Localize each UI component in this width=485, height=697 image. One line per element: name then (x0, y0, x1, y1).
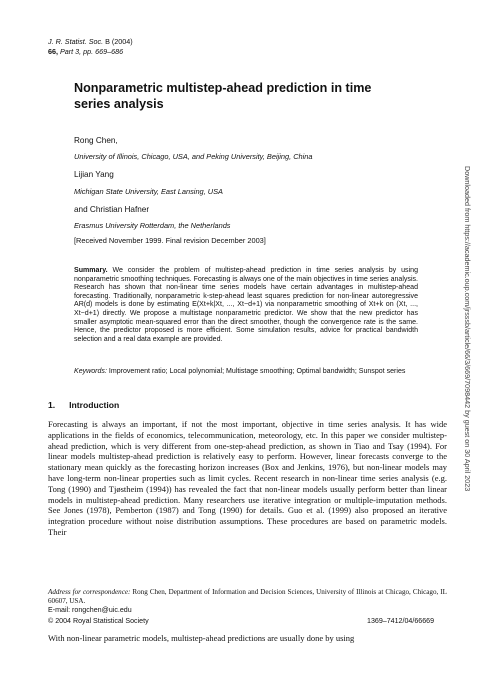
paper-title: Nonparametric multistep-ahead prediction in time series analysis (74, 81, 372, 111)
footnote-email: E-mail: rongchen@uic.edu (48, 606, 132, 614)
footnote-text: Rong Chen, Department of Information and Decision Sciences, University of Illinois at Chicago, Chicago, IL 60607, USA. (48, 588, 447, 605)
author-affiliation: Michigan State University, East Lansing, USA (74, 187, 223, 196)
section-heading (48, 400, 133, 410)
keywords (74, 368, 418, 377)
section-number: 1. (48, 400, 56, 410)
author-name: Lijian Yang (74, 170, 114, 179)
body-paragraph: Forecasting is always an important, if not the most important, objective in time series analysis. It has wide applications in the fields of economics, telecommunication, meteorology, etc. In this paper we consider multistep-ahead prediction, which is very different from one-step-ahead prediction, as shown in Tiao and Tsay (1994). For linear models multistep-ahead prediction is relatively easy to perform. However, linear forecasts converge to the stationary mean quickly as the forecasting horizon increases (Box and Jenkins, 1976), but non-linear models may have long-term non-linear properties such as limit cycles. Recent research in non-linear time series analysis (e.g. Tong (1990) and Tjøstheim (1994)) has revealed the fact that non-linear models usually perform better than linear models in multistep-ahead prediction. Many researchers use iterative integration or multiple-imputation methods. See Jones (1978), Pemberton (1987) and Tong (1990) for details. Guo et al. (1999) also proposed an iterative integration procedure without noise distribution assumptions. These procedures are based on parametric models. Their (48, 419, 447, 537)
abstract-text: We consider the problem of multistep-ahead prediction in time series analysis by using nonparametric smoothing techniques. Forecasting is always one of the main objectives in time series analysis. Research has shown that non-linear time series models have certain advantages in multistep-ahead forecasting. Traditionally, nonparametric k-step-ahead least squares prediction for non-linear autoregressive AR(d) models is done by estimating E(Xt+k|Xt, ..., Xt−d+1) via nonparametric smoothing of Xt+k on (Xt, ..., Xt−d+1) directly. We propose a multistage nonparametric predictor. We show that the new predictor has smaller asymptotic mean-squared error than the direct smoother, though the convergence rate is the same. Hence, the predictor proposed is more efficient. Some simulation results, advice for practical bandwidth selection and a real data example are provided. (74, 267, 418, 343)
download-watermark: Downloaded from https://academic.oup.com/jrsssb/article/66/3/669/7098442 by guest on 30 April 2023 (463, 166, 472, 492)
author-affiliation: University of Illinois, Chicago, USA, and Peking University, Beijing, China (74, 152, 313, 161)
author-name: and Christian Hafner (74, 205, 150, 214)
copyright: © 2004 Royal Statistical Society (48, 617, 149, 625)
footnote-label: Address for correspondence: (48, 588, 131, 596)
journal-name: J. R. Statist. Soc. (48, 37, 104, 46)
abstract (74, 267, 418, 344)
journal-part-pages: Part 3, pp. 669–686 (60, 46, 124, 56)
keywords-text: Improvement ratio; Local polynomial; Multistage smoothing; Optimal bandwidth; Sunspot series (108, 368, 406, 375)
correspondence-footnote (48, 588, 447, 615)
body-continuation: With non-linear parametric models, multistep-ahead predictions are usually done by using (48, 633, 355, 643)
abstract-label: Summary. (74, 267, 108, 274)
journal-volume: 66, (48, 46, 58, 56)
journal-series: B (2004) (105, 37, 133, 46)
author-name: Rong Chen, (74, 136, 118, 145)
section-title: Introduction (69, 400, 120, 410)
keywords-label: Keywords: (74, 368, 107, 375)
author-affiliation: Erasmus University Rotterdam, the Netherlands (74, 221, 231, 230)
journal-citation (48, 37, 133, 56)
received-dates: [Received November 1999. Final revision December 2003] (74, 236, 266, 245)
issn: 1369–7412/04/66669 (367, 617, 435, 625)
